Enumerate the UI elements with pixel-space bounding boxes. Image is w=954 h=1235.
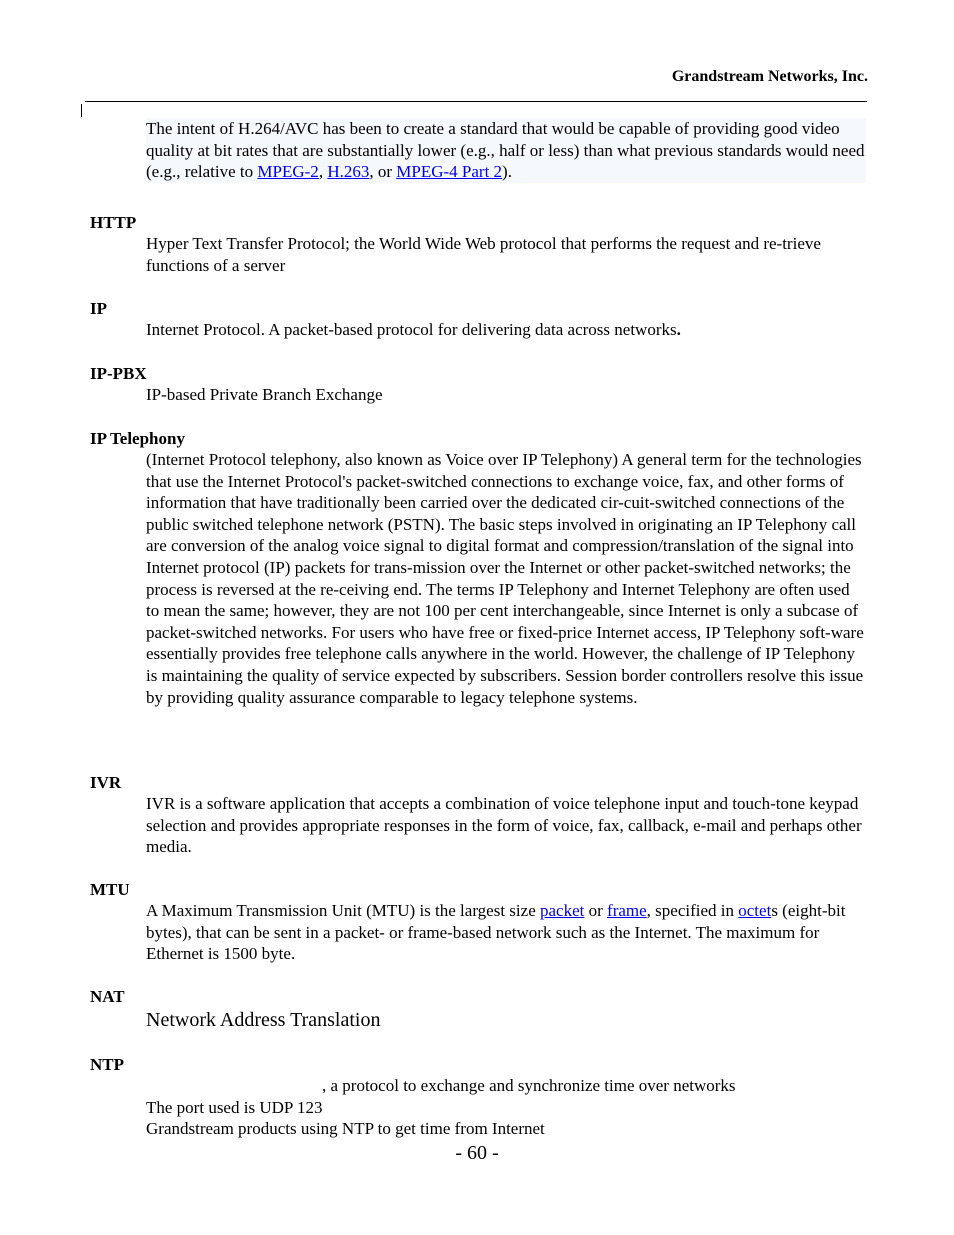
intro-separator: , <box>318 162 328 182</box>
intro-end: ). <box>502 162 512 182</box>
header-company: Grandstream Networks, Inc. <box>671 68 868 85</box>
definition-ip-end: . <box>676 320 681 339</box>
link-h263[interactable]: H.263 <box>327 162 370 182</box>
h264-intro-paragraph <box>146 118 866 183</box>
definition-ivr: IVR is a software application that accepts a combination of voice telephone input and touch-tone keypad selection and provides appropriate responses in the form of voice, fax, callback, e-mail and perhaps other media. <box>146 794 862 857</box>
definition-nat: Network Address Translation <box>146 1009 381 1031</box>
term-http: HTTP <box>90 213 137 232</box>
definition-ip <box>146 319 866 341</box>
term-nat: NAT <box>90 987 125 1006</box>
term-ntp: NTP <box>90 1055 124 1074</box>
intro-separator: , or <box>369 162 397 182</box>
term-ip-telephony: IP Telephony <box>90 429 185 448</box>
term-ivr: IVR <box>90 773 122 792</box>
definition-ntp-line-2: The port used is UDP 123 <box>146 1098 323 1117</box>
link-packet[interactable]: packet <box>540 901 585 920</box>
definition-mtu-text: s (eight-bit bytes), that can be sent in a packet- or frame-based network such as the Internet. The maximum for Ethernet is 1500 byte. <box>146 901 846 964</box>
intro-text: The intent of H.264/AVC has been to create a standard that would be capable of providing good video quality at bit rates that are substantially lower (e.g., half or less) than what previous standards would need (e.g., relative to <box>146 119 865 182</box>
definition-http: Hyper Text Transfer Protocol; the World Wide Web protocol that performs the request and re-trieve functions of a server <box>146 234 821 275</box>
definition-ntp-line-1: , a protocol to exchange and synchronize time over networks <box>322 1076 736 1095</box>
definition-mtu-text: or <box>584 901 608 920</box>
definition-ip-telephony: (Internet Protocol telephony, also known as Voice over IP Telephony) A general term for the technologies that use the Internet Protocol's packet-switched connections to exchange voice, fax, and other forms of information that have traditionally been carried over the dedicated cir-cuit-switched connections of the public switched telephone network (PSTN). The basic steps involved in originating an IP Telephony call are conversion of the analog voice signal to digital format and compression/translation of the signal into Internet protocol (IP) packets for trans-mission over the Internet or other packet-switched networks; the process is reversed at the re-ceiving end. The terms IP Telephony and Internet Telephony are often used to mean the same; however, they are not 100 per cent interchangeable, since Internet is only a subcase of packet-switched networks. For users who have free or fixed-price Internet access, IP Telephony soft-ware essentially provides free telephone calls anywhere in the world. However, the challenge of IP Telephony is maintaining the quality of service expected by subscribers. Session border controllers resolve this issue by providing quality assurance comparable to legacy telephone systems. <box>146 450 864 707</box>
definition-ntp-line-3: Grandstream products using NTP to get time from Internet <box>146 1119 545 1138</box>
link-mpeg-2[interactable]: MPEG-2 <box>257 162 319 182</box>
definition-ip-text: Internet Protocol. A packet-based protocol for delivering data across networks <box>146 320 677 339</box>
definition-mtu-text: A Maximum Transmission Unit (MTU) is the largest size <box>146 901 540 920</box>
link-frame[interactable]: frame <box>607 901 647 920</box>
header-rule <box>85 101 867 102</box>
term-ip-pbx: IP-PBX <box>90 364 147 383</box>
link-mpeg-4-part-2[interactable]: MPEG-4 Part 2 <box>396 162 503 182</box>
page-number: - 60 - <box>455 1142 499 1164</box>
definition-ip-pbx: IP-based Private Branch Exchange <box>146 385 383 404</box>
definition-mtu <box>146 900 866 965</box>
term-mtu: MTU <box>90 880 130 899</box>
term-ip: IP <box>90 299 107 318</box>
change-bar <box>81 104 82 117</box>
link-octet[interactable]: octet <box>738 901 772 920</box>
definition-mtu-text: , specified in <box>646 901 739 920</box>
